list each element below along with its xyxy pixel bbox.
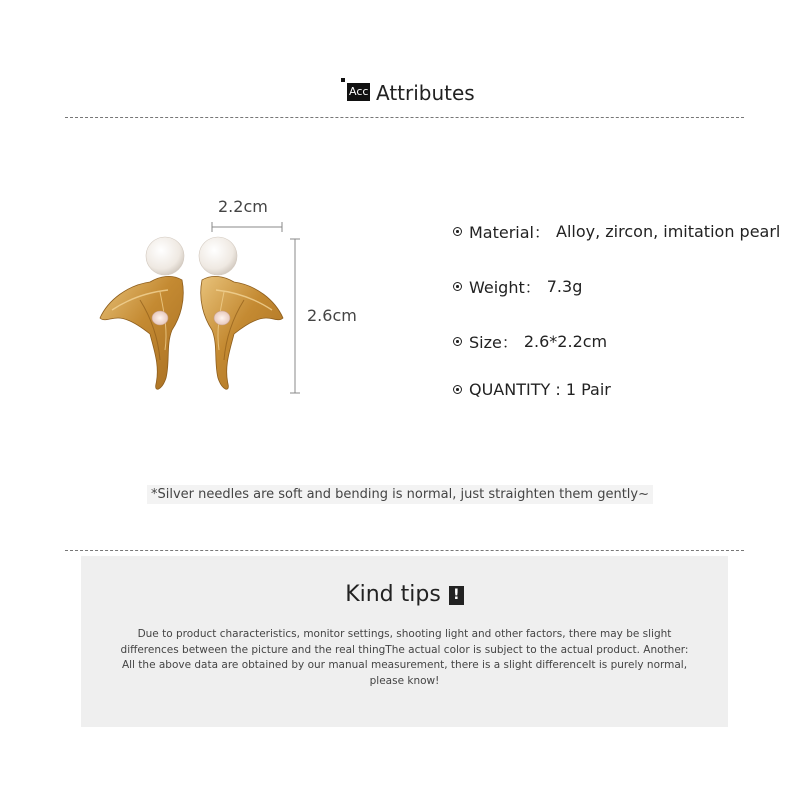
bullet-icon [453,227,462,236]
kind-tips-body: Due to product characteristics, monitor settings, shooting light and other factors, there may be slight differences between the picture and the real thingThe actual color is subject to the actual product. Another: All the above data are obtained by our manual measurement, there is a slight differenceIt is purely normal, please know! [120,628,689,687]
warning-icon: ! [449,586,464,605]
kind-tips-box [81,556,728,727]
spec-weight [453,275,582,298]
right-earring [199,237,283,389]
header-badge: Acc [347,83,370,101]
spec-quantity [453,380,611,399]
spec-size [453,330,607,353]
kind-tips-title [81,582,728,607]
width-dimension-label: 2.2cm [218,197,268,216]
spec-label: Size： [469,333,518,352]
section-title: Attributes [376,81,475,105]
care-note-text: *Silver needles are soft and bending is normal, just straighten them gently~ [147,485,653,504]
spec-label: Material： [469,223,551,242]
care-note [0,485,800,504]
spec-label: QUANTITY : 1 Pair [469,380,611,399]
spec-value: 2.6*2.2cm [523,332,608,351]
height-dimension-label: 2.6cm [307,306,357,325]
height-dimension-line [290,239,300,393]
spec-value: 7.3g [546,277,583,296]
divider-bottom [65,550,744,551]
bullet-icon [453,337,462,346]
bullet-icon [453,282,462,291]
spec-label: Weight： [469,278,541,297]
spec-material [453,220,780,243]
left-earring [100,237,184,389]
bullet-icon [453,385,462,394]
kind-tips-title-text: Kind tips [345,582,441,607]
width-dimension-line [212,222,282,232]
spec-value: Alloy, zircon, imitation pearl [556,222,781,241]
